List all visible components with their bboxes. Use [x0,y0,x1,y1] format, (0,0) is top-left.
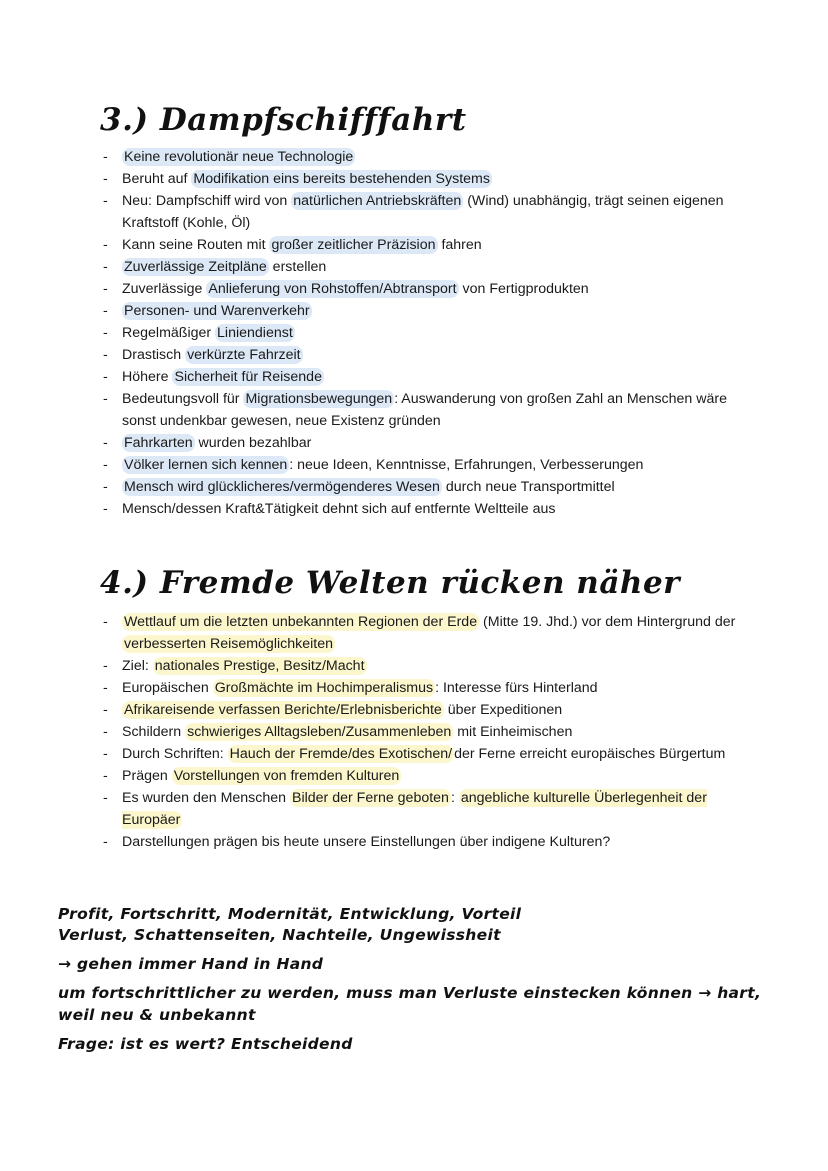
highlighted-text: Sicherheit für Reisende [174,369,322,385]
text-segment: wurden bezahlbar [194,435,312,451]
list-item [100,366,740,388]
bullet-list [100,146,740,520]
highlighted-text: schwieriges Alltagsleben/Zusammenleben [187,724,452,740]
bullet-list [100,611,740,853]
text-segment: Regelmäßiger [122,325,216,341]
text-segment: über Expeditionen [443,702,563,718]
highlighted-text: Keine revolutionär neue Technologie [124,149,354,165]
text-segment: : neue Ideen, Kenntnisse, Erfahrungen, Verbesserungen [289,457,644,473]
text-segment: Bedeutungsvoll für [122,391,244,407]
text-segment: Kann seine Routen mit [122,237,270,253]
highlighted-text: angebliche kulturelle Überlegenheit der Europäer [122,790,707,828]
note-line: → gehen immer Hand in Hand [58,955,324,973]
text-segment: Europäischen [122,680,213,696]
list-item [100,432,740,454]
highlighted-text: nationales Prestige, Besitz/Macht [154,658,365,674]
list-item [100,300,740,322]
text-segment: Höhere [122,369,173,385]
highlighted-text: Personen- und Warenverkehr [124,303,310,319]
note-line: weil neu & unbekannt [58,1006,256,1024]
text-segment: Es wurden den Menschen [122,790,290,806]
highlighted-text: Wettlauf um die letzten unbekannten Regionen der Erde [124,614,478,630]
text-segment: der Ferne erreicht europäisches Bürgertum [454,746,726,762]
text-segment: durch neue Transportmittel [441,479,615,495]
list-item [100,322,740,344]
highlighted-text: Großmächte im Hochimperalismus [214,680,434,696]
section-fremde-welten [100,563,740,853]
highlighted-text: Vorstellungen von fremden Kulturen [173,768,400,784]
list-item [100,234,740,256]
text-segment: Beruht auf [122,171,192,187]
list-item [100,498,740,520]
highlighted-text: Modifikation eins bereits bestehenden Systems [193,171,490,187]
highlighted-text: natürlichen Antriebskräften [293,193,462,209]
list-item [100,743,740,765]
text-segment: Ziel: [122,658,153,674]
text-segment: (Wind) unabhängig, trägt seinen eigenen Kraftstoff (Kohle, Öl) [122,193,724,231]
list-item [100,699,740,721]
highlighted-text: Mensch wird glücklicheres/vermögenderes Wesen [124,479,440,495]
highlighted-text: Zuverlässige Zeitpläne [124,259,267,275]
text-segment: erstellen [268,259,327,275]
text-segment: : Auswanderung von großen Zahl an Menschen wäre sonst undenkbar gewesen, neue Existenz gründen [122,391,728,429]
highlighted-text: Migrationsbewegungen [245,391,393,407]
text-segment: Darstellungen prägen bis heute unsere Einstellungen über indigene Kulturen? [122,834,611,850]
list-item [100,190,740,234]
list-item [100,344,740,366]
text-segment: : [450,790,459,806]
section-dampfschifffahrt [100,100,740,520]
highlighted-text: Afrikareisende verfassen Berichte/Erlebnisberichte [124,702,442,718]
text-segment: : Interesse fürs Hinterland [435,680,598,696]
text-segment: mit Einheimischen [453,724,573,740]
handwritten-notes [58,902,798,1057]
list-item [100,787,740,831]
highlighted-text: Liniendienst [217,325,293,341]
text-segment: Zuverlässige [122,281,207,297]
text-segment: Durch Schriften: [122,746,228,762]
highlighted-text: verbesserten Reisemöglichkeiten [124,636,333,652]
list-item [100,146,740,168]
list-item [100,721,740,743]
list-item [100,655,740,677]
text-segment: Prägen [122,768,172,784]
list-item [100,278,740,300]
section-heading: 4.) Fremde Welten rücken näher [100,565,680,601]
highlighted-text: großer zeitlicher Präzision [271,237,436,253]
note-line: Frage: ist es wert? Entscheidend [58,1035,353,1053]
note-line: Profit, Fortschritt, Modernität, Entwicklung, Vorteil [58,905,522,923]
note-line: Verlust, Schattenseiten, Nachteile, Ungewissheit [58,926,501,944]
list-item [100,831,740,853]
text-segment: von Fertigprodukten [458,281,589,297]
list-item [100,168,740,190]
highlighted-text: Fahrkarten [124,435,193,451]
highlighted-text: Völker lernen sich kennen [124,457,288,473]
text-segment: (Mitte 19. Jhd.) vor dem Hintergrund der [479,614,736,630]
text-segment: Neu: Dampfschiff wird von [122,193,292,209]
section-heading: 3.) Dampfschifffahrt [100,102,467,138]
list-item [100,256,740,278]
highlighted-text: Bilder der Ferne geboten [292,790,449,806]
text-segment: Drastisch [122,347,186,363]
list-item [100,765,740,787]
note-line: um fortschrittlicher zu werden, muss man Verluste einstecken können → hart, [58,984,762,1002]
list-item [100,476,740,498]
text-segment: fahren [437,237,482,253]
list-item [100,454,740,476]
highlighted-text: verkürzte Fahrzeit [187,347,301,363]
list-item [100,388,740,432]
list-item [100,611,740,655]
text-segment: Schildern [122,724,186,740]
highlighted-text: Hauch der Fremde/des Exotischen/ [229,746,453,762]
list-item [100,677,740,699]
text-segment: Mensch/dessen Kraft&Tätigkeit dehnt sich auf entfernte Weltteile aus [122,501,556,517]
highlighted-text: Anlieferung von Rohstoffen/Abtransport [208,281,457,297]
